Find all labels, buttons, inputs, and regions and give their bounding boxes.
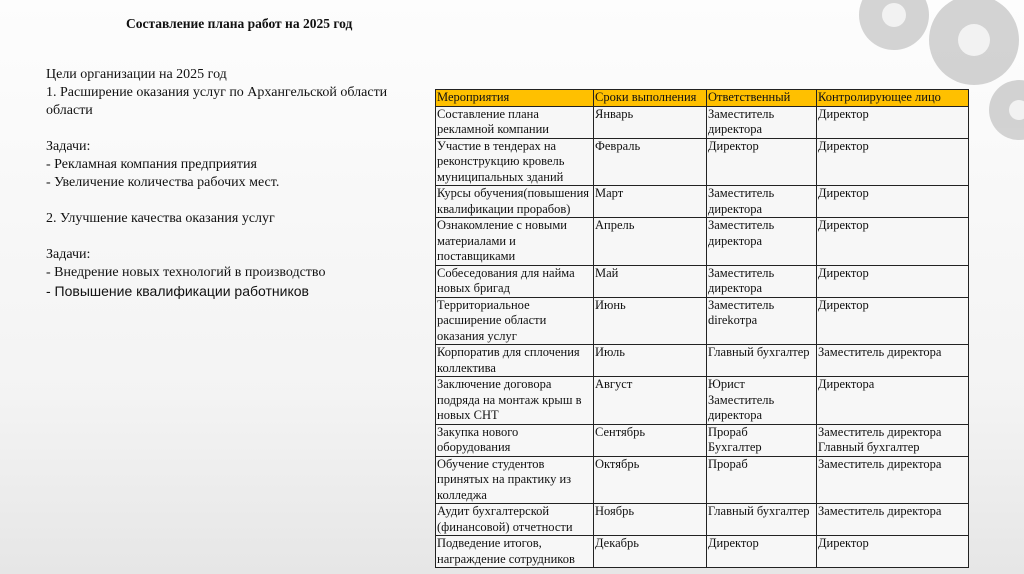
text-line: Цели организации на 2025 год <box>46 67 227 82</box>
table-cell: Обучение студентов принятых на практику из колледжа <box>436 456 594 504</box>
table-cell: Июнь <box>594 297 707 345</box>
table-cell: Участие в тендерах на реконструкцию кровель муниципальных зданий <box>436 138 594 186</box>
table-cell: Июль <box>594 345 707 377</box>
table-row <box>436 186 969 218</box>
table-row <box>436 265 969 297</box>
table-cell: Заместитель директора Главный бухгалтер <box>817 424 969 456</box>
table-cell: Сентябрь <box>594 424 707 456</box>
table-cell: Заместитель direkотра <box>707 297 817 345</box>
text-line: Задачи: <box>46 247 91 262</box>
table-cell: Составление плана рекламной компании <box>436 106 594 138</box>
table-cell: Апрель <box>594 218 707 266</box>
table-row <box>436 345 969 377</box>
table-cell: Май <box>594 265 707 297</box>
table-cell: Директор <box>817 536 969 568</box>
table-cell: Прораб Бухгалтер <box>707 424 817 456</box>
text-line: - Повышение квалификации работников <box>46 283 309 299</box>
table-row <box>436 297 969 345</box>
table-row <box>436 504 969 536</box>
table-cell: Август <box>594 377 707 425</box>
table-cell: Декабрь <box>594 536 707 568</box>
text-line: - Увеличение количества рабочих мест. <box>46 175 280 190</box>
table-cell: Подведение итогов, награждение сотрудников <box>436 536 594 568</box>
work-plan-table <box>435 89 969 568</box>
table-cell: Закупка нового оборудования <box>436 424 594 456</box>
table-cell: Октябрь <box>594 456 707 504</box>
table-cell: Январь <box>594 106 707 138</box>
table-cell: Директор <box>817 297 969 345</box>
column-header: Контролирующее лицо <box>817 90 969 107</box>
table-cell: Заместитель директора <box>817 456 969 504</box>
text-line <box>46 192 426 210</box>
table-cell: Прораб <box>707 456 817 504</box>
table-cell: Заместитель директора <box>707 218 817 266</box>
table-cell: Директора <box>817 377 969 425</box>
table-cell: Корпоратив для сплочения коллектива <box>436 345 594 377</box>
table-cell: Директор <box>817 265 969 297</box>
column-header: Мероприятия <box>436 90 594 107</box>
table-cell: Директор <box>817 218 969 266</box>
table-cell: Главный бухгалтер <box>707 345 817 377</box>
table-cell: Директор <box>817 186 969 218</box>
table-row <box>436 536 969 568</box>
slide-title: Составление плана работ на 2025 год <box>126 16 353 31</box>
text-line <box>46 120 426 138</box>
table-cell: Заместитель директора <box>707 186 817 218</box>
table-cell: Главный бухгалтер <box>707 504 817 536</box>
goals-text <box>46 66 426 300</box>
table-cell: Ознакомление с новыми материалами и поставщиками <box>436 218 594 266</box>
table-cell: Март <box>594 186 707 218</box>
table-cell: Юрист Заместитель директора <box>707 377 817 425</box>
table-row <box>436 424 969 456</box>
table-cell: Заместитель директора <box>707 106 817 138</box>
table-cell: Директор <box>817 106 969 138</box>
table-cell: Заместитель директора <box>707 265 817 297</box>
table-row <box>436 138 969 186</box>
text-line: - Рекламная компания предприятия <box>46 157 257 172</box>
table-row <box>436 218 969 266</box>
text-line: 1. Расширение оказания услуг по Архангельской области области <box>46 85 388 118</box>
table-cell: Собеседования для найма новых бригад <box>436 265 594 297</box>
table-row <box>436 377 969 425</box>
table-cell: Февраль <box>594 138 707 186</box>
table-cell: Ноябрь <box>594 504 707 536</box>
table-cell: Заместитель директора <box>817 345 969 377</box>
text-line: - Внедрение новых технологий в производство <box>46 265 326 280</box>
text-line <box>46 228 426 246</box>
table-cell: Директор <box>817 138 969 186</box>
text-line: 2. Улучшение качества оказания услуг <box>46 211 275 226</box>
table-cell: Заместитель директора <box>817 504 969 536</box>
table-cell: Курсы обучения(повышения квалификации прорабов) <box>436 186 594 218</box>
column-header: Сроки выполнения <box>594 90 707 107</box>
table-cell: Директор <box>707 536 817 568</box>
column-header: Ответственный <box>707 90 817 107</box>
table-cell: Аудит бухгалтерской (финансовой) отчетности <box>436 504 594 536</box>
table-cell: Территориальное расширение области оказания услуг <box>436 297 594 345</box>
text-line: Задачи: <box>46 139 91 154</box>
table-cell: Заключение договора подряда на монтаж крыш в новых СНТ <box>436 377 594 425</box>
table-row <box>436 456 969 504</box>
table-cell: Директор <box>707 138 817 186</box>
table-row <box>436 106 969 138</box>
